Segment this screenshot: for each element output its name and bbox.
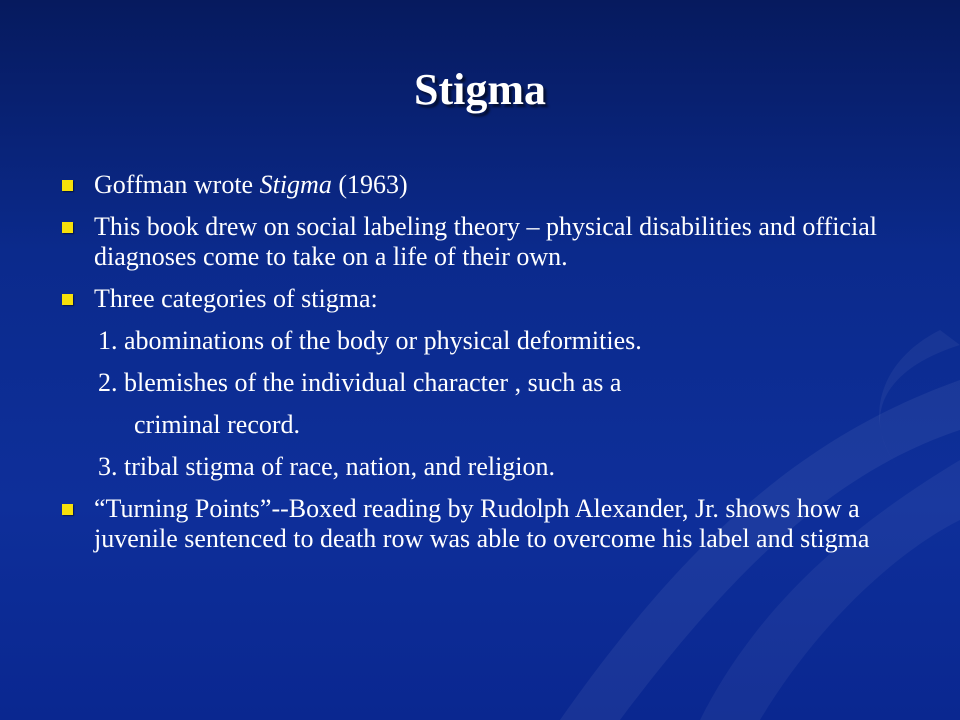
slide-content <box>58 170 888 566</box>
square-bullet-icon <box>62 180 73 191</box>
square-bullet-icon <box>62 504 73 515</box>
sub-item: 2. blemishes of the individual character , such as a <box>98 368 622 397</box>
bullet-text: Three categories of stigma: <box>94 284 378 313</box>
bullet-item <box>58 284 888 314</box>
sub-item: 3. tribal stigma of race, nation, and religion. <box>98 452 556 481</box>
bullet-item <box>58 494 888 554</box>
book-title: Stigma <box>259 170 332 199</box>
bullet-item <box>58 170 888 200</box>
square-bullet-icon <box>62 222 73 233</box>
slide-title: Stigma <box>414 65 546 114</box>
bullet-item <box>58 212 888 272</box>
bullet-text-post: (1963) <box>331 170 408 199</box>
sub-item: 1. abominations of the body or physical deformities. <box>98 326 642 355</box>
bullet-text-pre: Goffman wrote <box>94 170 260 199</box>
square-bullet-icon <box>62 294 73 305</box>
bullet-text: This book drew on social labeling theory – physical disabilities and official diagnoses come to take on a life of their own. <box>94 212 877 271</box>
bullet-text: “Turning Points”--Boxed reading by Rudolph Alexander, Jr. shows how a juvenile sentenced to death row was able to overcome his label and stigma <box>94 494 870 553</box>
sub-item-continuation: criminal record. <box>134 410 301 439</box>
